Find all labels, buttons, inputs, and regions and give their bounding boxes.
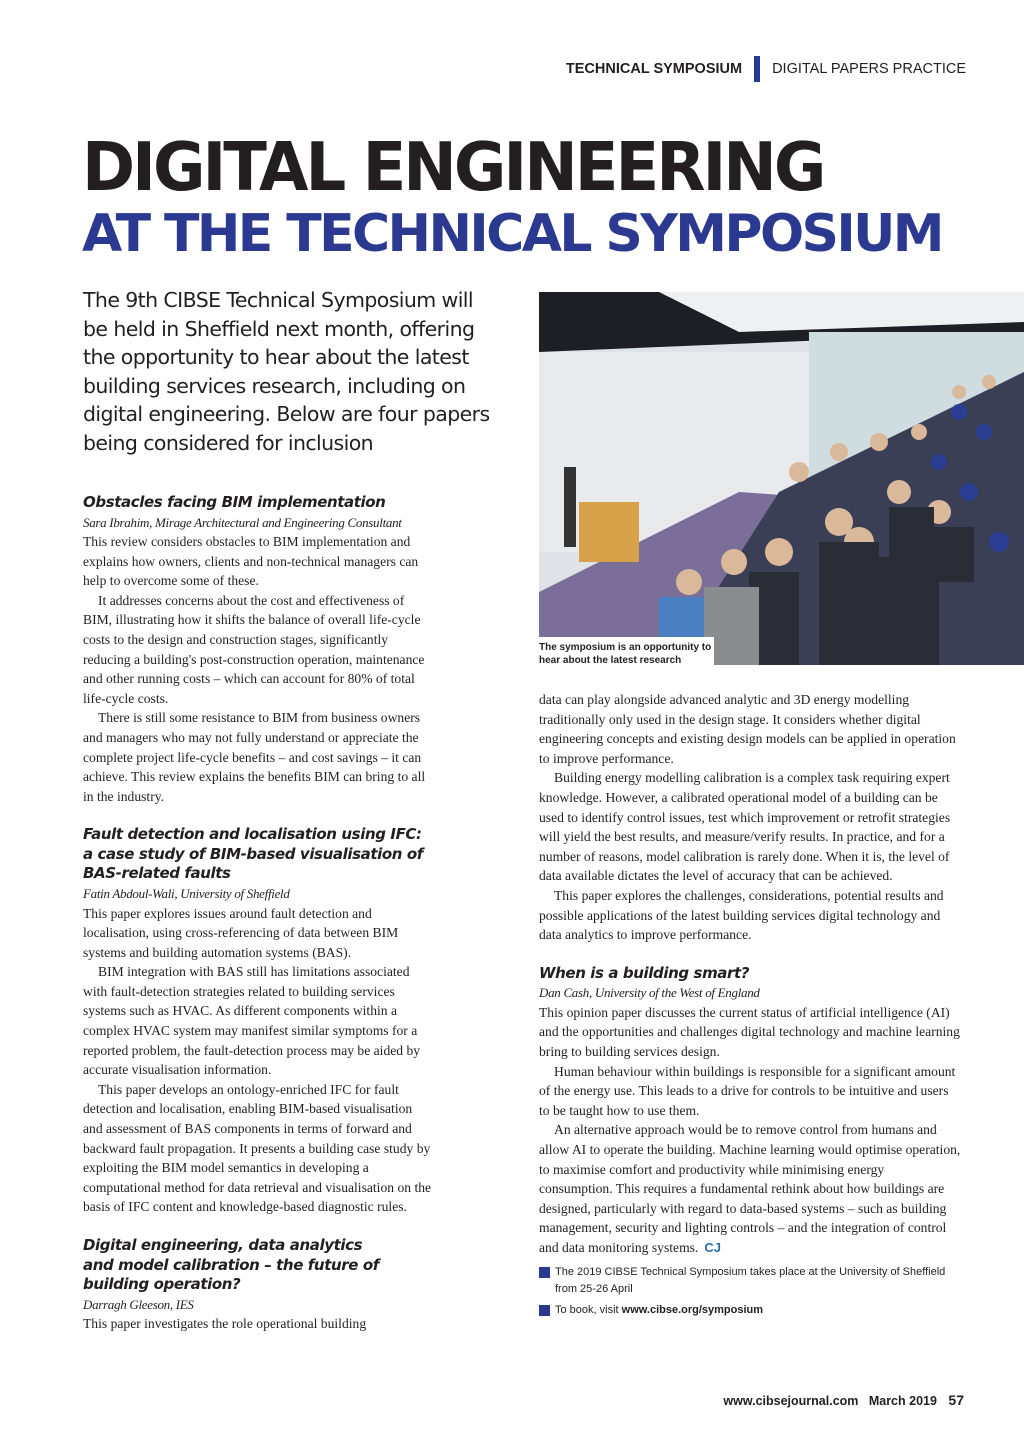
subheadline: AT THE TECHNICAL SYMPOSIUM: [82, 204, 942, 264]
end-mark: CJ: [704, 1239, 721, 1255]
article: [83, 825, 433, 1217]
article-heading: When is a building smart?: [539, 963, 750, 982]
article-heading: Digital engineering, data analytics and model calibration – the future of building operation?: [83, 1236, 379, 1293]
article-paragraph: This paper develops an ontology-enriched IFC for fault detection and localisation, enabling BIM-based visualisation and assessment of BAS components in terms of forward and backward fault propagation. It presents a building case study by exploiting the BIM model semantics in developing a computational method for data retrieval and visualisation on the basis of IFC content and knowledge-based diagnostic rules.: [83, 1081, 432, 1215]
article-paragraph: This opinion paper discusses the current status of artificial intelligence (AI) and the opportunities and challenges digital technology and machine learning bring to building services design.: [539, 1004, 960, 1059]
note-item: [539, 1302, 961, 1319]
note-item: [539, 1264, 961, 1298]
article-paragraph: An alternative approach would be to remove control from humans and allow AI to operate the building. Machine learning would optimise operation, to maximise comfort and productivity while minimising energy consumption. This requires a fundamental rethink about how buildings are designed, particularly with regard to data-based systems – such as building management, security and lighting controls – and the integration of control and data monitoring systems.: [539, 1122, 961, 1255]
symposium-photo: [539, 292, 1024, 665]
note-text: To book, visit: [555, 1303, 622, 1316]
running-header: [566, 56, 966, 82]
left-column: [83, 474, 433, 1334]
article-paragraph: BIM integration with BAS still has limitations associated with fault-detection strategies related to building services systems such as HVAC. As different components within a complex HVAC system may manifest similar symptoms for a reported problem, the fault-detection process may be aided by accurate visualisation information.: [83, 964, 421, 1078]
article-author: Dan Cash, University of the West of England: [539, 985, 760, 1001]
article-heading: Obstacles facing BIM implementation: [83, 493, 386, 511]
article: [83, 493, 433, 806]
footer-site: www.cibsejournal.com: [723, 1394, 859, 1408]
photo-caption: The symposium is an opportunity to hear about the latest research: [539, 637, 714, 668]
page-number: 57: [948, 1392, 964, 1408]
article-paragraph: This paper explores issues around fault detection and localisation, using cross-referencing of data between BIM systems and building automation systems (BAS).: [83, 905, 399, 960]
article-author: Sara Ibrahim, Mirage Architectural and Engineering Consultant: [83, 514, 402, 530]
footer-date: March 2019: [868, 1394, 937, 1408]
category-label: DIGITAL PAPERS PRACTICE: [772, 61, 966, 77]
article-paragraph: Building energy modelling calibration is a complex task requiring expert knowledge. However, a calibrated operational model of a building can be used to identify control issues, test which improvement or retrofit strategies will yield the best results, and measure/verify results. In practice, and for a number of reasons, model calibration is rarely done. When it is, the level of data available dictates the level of accuracy that can be achieved.: [539, 770, 951, 884]
article-paragraph: This review considers obstacles to BIM implementation and explains how owners, clients and non-technical managers can help to overcome some of these.: [83, 534, 419, 589]
article-paragraph: It addresses concerns about the cost and effectiveness of BIM, illustrating how it shifts the balance of overall life-cycle costs to the design and construction stages, significantly reducing a building's post-construction operation, maintenance and other running costs – which can account for 80% of total life-cycle costs.: [83, 592, 425, 706]
article-author: Fatin Abdoul-Wali, University of Sheffield: [83, 885, 290, 901]
bullet-square-icon: [539, 1305, 550, 1316]
article-paragraph: This paper explores the challenges, considerations, potential results and possible applications of the latest building services digital technology and data analytics to improve performance.: [539, 887, 944, 943]
page-footer: [723, 1392, 964, 1408]
article-paragraph: data can play alongside advanced analytic and 3D energy modelling traditionally only used in the design stage. It considers whether digital engineering concepts and existing design models can be applied in operation to improve performance.: [539, 692, 956, 766]
article: [83, 1236, 433, 1334]
article-paragraph: Human behaviour within buildings is responsible for a significant amount of the energy use. This leads to a drive for controls to be intuitive and users to be taught how to use them.: [539, 1063, 956, 1118]
article-author: Darragh Gleeson, IES: [83, 1296, 194, 1312]
article: [539, 964, 961, 1258]
note-text: The 2019 CIBSE Technical Symposium takes place at the University of Sheffield from 25-26 April: [555, 1265, 946, 1295]
article-paragraph: There is still some resistance to BIM from business owners and managers who may not fully understand or appreciate the complete project life-cycle benefits – and cost savings – it can achieve. This review explains the benefits BIM can bring to all in the industry.: [83, 710, 426, 804]
standfirst: The 9th CIBSE Technical Symposium will be held in Sheffield next month, offering the opportunity to hear about the latest building services research, including on digital engineering. Below are four papers being considered for inclusion: [83, 288, 490, 455]
article-heading: Fault detection and localisation using IFC: a case study of BIM-based visualisation of BAS-related faults: [83, 825, 423, 883]
article-paragraph: This paper investigates the role operational building: [83, 1316, 367, 1332]
bullet-square-icon: [539, 1267, 550, 1278]
section-label: TECHNICAL SYMPOSIUM: [565, 61, 743, 77]
event-notes: [539, 1264, 961, 1319]
booking-link[interactable]: www.cibse.org/symposium: [621, 1303, 764, 1316]
right-column: [539, 690, 961, 1319]
headline: DIGITAL ENGINEERING: [82, 129, 824, 207]
header-divider: [754, 56, 760, 82]
